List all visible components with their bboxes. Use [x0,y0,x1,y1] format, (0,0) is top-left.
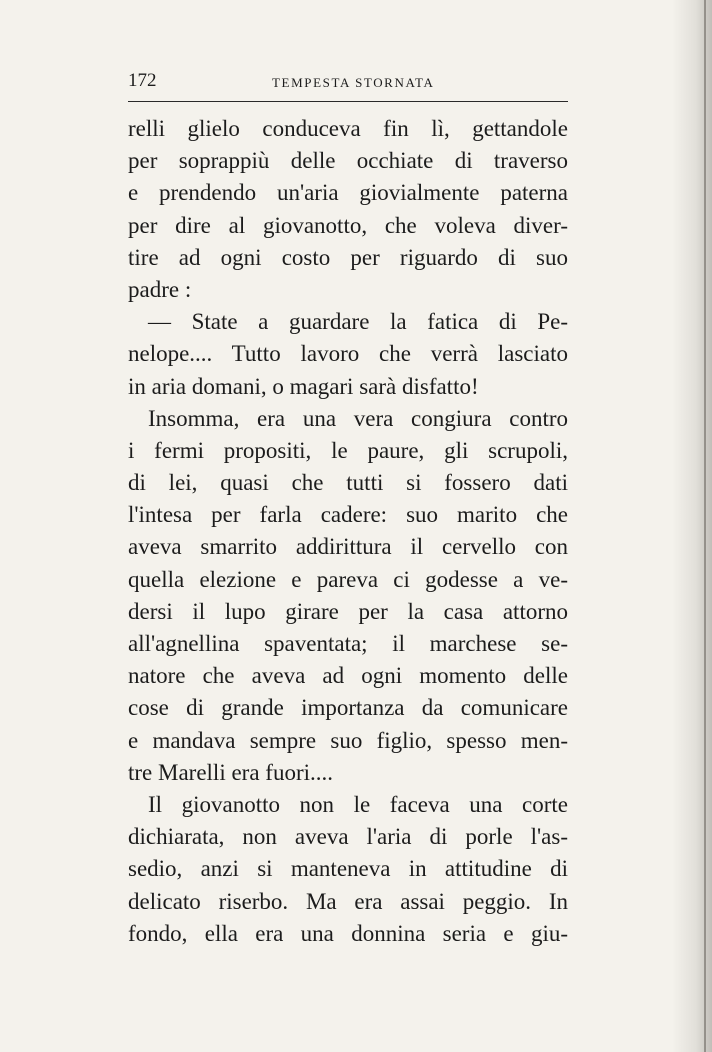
text-line: Il giovanotto non le faceva una corte [148,791,568,817]
text-line: i fermi propositi, le paure, gli scrupoli, [128,437,568,463]
page-number: 172 [128,70,157,91]
text-line: all'agnellina spaventata; il marchese se- [128,631,568,656]
page-header [128,66,568,96]
text-line: — State a guardare la fatica di Pe- [148,309,568,335]
text-line: fondo, ella era una donnina seria e giu- [128,920,568,946]
text-line: l'intesa per farla cadere: suo marito che [128,502,568,528]
page-edge-shadow [672,0,712,1052]
text-line: sedio, anzi si manteneva in attitudine di [128,856,568,882]
running-title: TEMPESTA STORNATA [272,75,435,90]
text-line: dersi il lupo girare per la casa attorno [128,598,568,624]
page-edge-line [704,0,706,1052]
text-line: in aria domani, o magari sarà disfatto! [128,373,479,399]
text-line: relli glielo conduceva fin lì, gettandole [128,116,568,141]
text-line: dichiarata, non aveva l'aria di porle l'as- [128,824,568,850]
text-line: aveva smarrito addirittura il cervello con [128,534,568,560]
text-line: tre Marelli era fuori.... [128,759,333,785]
text-line: di lei, quasi che tutti si fossero dati [128,470,568,496]
text-line: quella elezione e pareva ci godesse a ve- [128,566,568,592]
text-line: delicato riserbo. Ma era assai peggio. In [128,888,568,914]
text-line: natore che aveva ad ogni momento delle [128,663,568,689]
text-line: e mandava sempre suo figlio, spesso men- [128,727,568,753]
body-text [128,113,568,950]
text-line: per dire al giovanotto, che voleva diver- [128,212,568,238]
text-line: e prendendo un'aria giovialmente paterna [128,180,568,206]
text-line: Insomma, era una vera congiura contro [148,405,568,431]
text-line: per soprappiù delle occhiate di traverso [128,148,568,174]
text-line: nelope.... Tutto lavoro che verrà lasciato [128,341,568,367]
text-line: cose di grande importanza da comunicare [128,695,568,721]
header-rule [128,101,568,102]
text-line: tire ad ogni costo per riguardo di suo [128,244,568,270]
text-line: padre : [128,276,192,302]
